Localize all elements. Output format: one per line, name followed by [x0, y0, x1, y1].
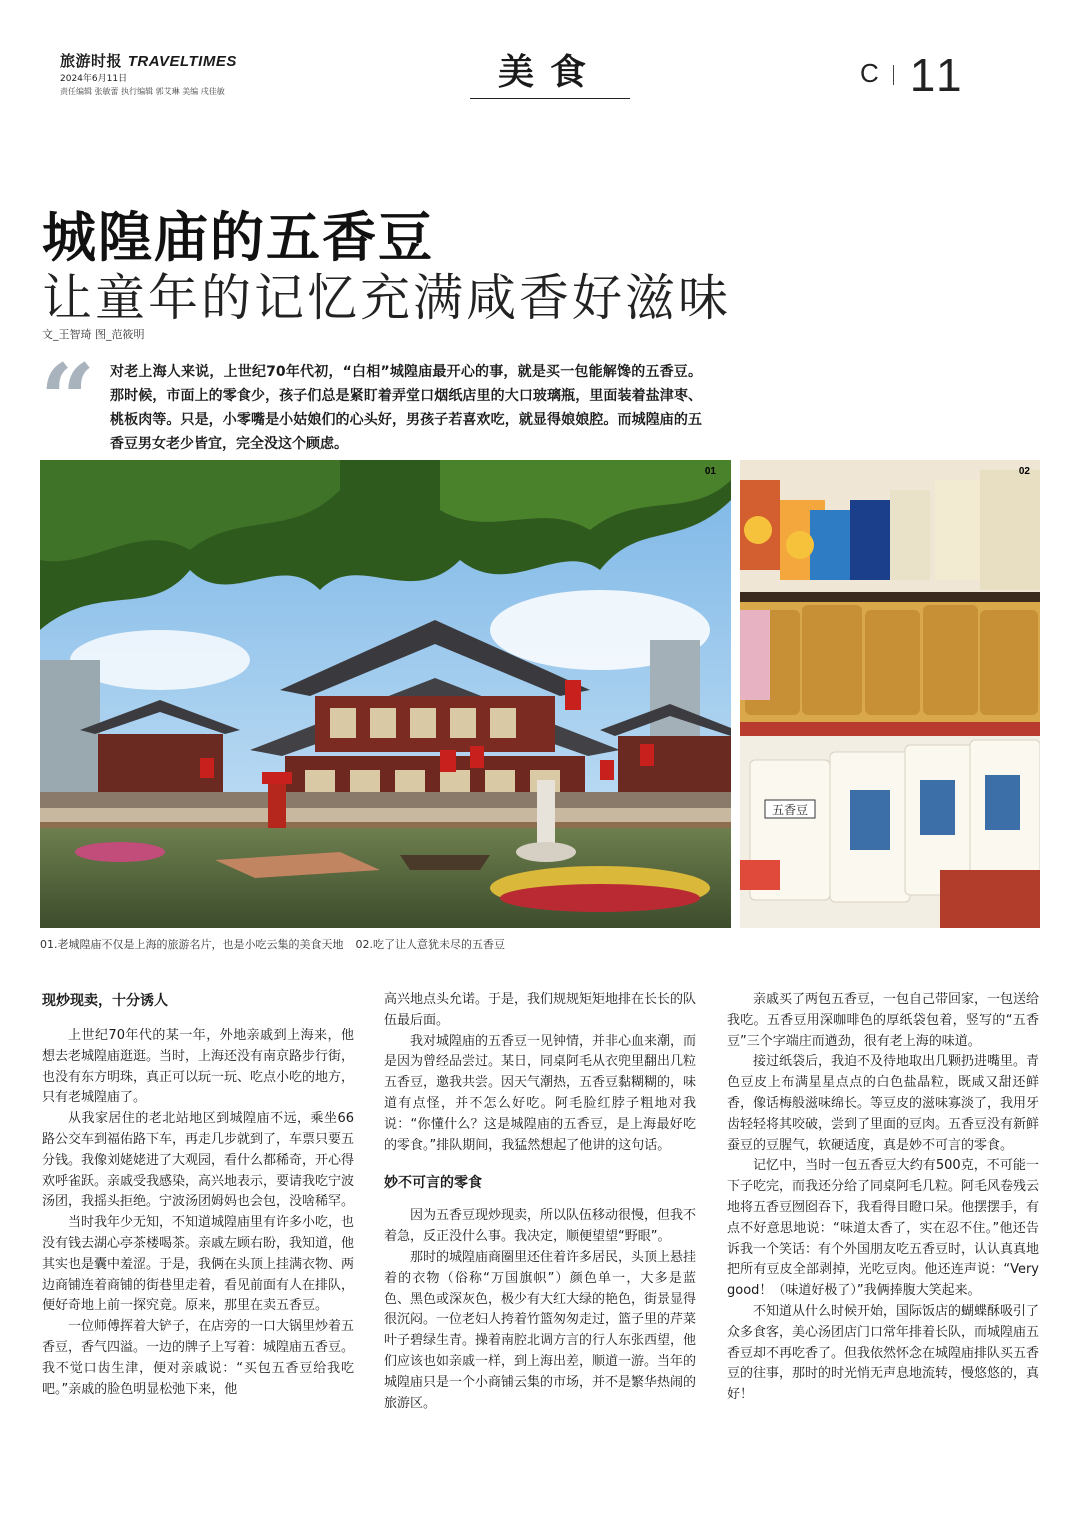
beans-illustration [740, 460, 1040, 928]
opening-quote-icon: “ [40, 343, 96, 456]
body-column-3 [727, 990, 1039, 1406]
paragraph: 从我家居住的老北站地区到城隍庙不远，乘坐66路公交车到福佑路下车，再走几步就到了，车票只要五分钱。我像刘姥姥进了大观园，看什么都稀奇，开心得欢呼雀跃。亲戚受我感染，高兴地表示，要请我吃宁波汤团，我摇头拒绝。宁波汤团姆妈也会包，没啥稀罕。 [42, 1111, 355, 1210]
issue-date: 2024年6月11日 [60, 74, 128, 84]
paragraph: 记忆中，当时一包五香豆大约有500克，不可能一下子吃完，而我还分给了同桌阿毛几粒。阿毛风卷残云地将五香豆囫囵吞下，我看得目瞪口呆。他摆摆手，有点不好意思地说：“味道太香了，实在忍不住。”他还告诉我一个笑话：有个外国朋友吃五香豆时，认认真真地把所有豆皮全部剥掉，光吃豆肉。他还连声说：“Very good！（味道好极了）”我俩捧腹大笑起来。 [727, 1158, 1040, 1299]
paragraph: 我对城隍庙的五香豆一见钟情，并非心血来潮，而是因为曾经品尝过。某日，同桌阿毛从衣兜里翻出几粒五香豆，邀我共尝。因天气潮热，五香豆黏糊糊的，味道有点怪，并不怎么好吃。阿毛脸红脖子粗地对我说：“你懂什么？这是城隍庙的五香豆，是上海最好吃的零食。”排队期间，我猛然想起了他讲的这句话。 [384, 1033, 697, 1153]
body-column-2 [384, 990, 696, 1414]
page-number [860, 48, 966, 102]
package-label: 五香豆 [771, 803, 809, 817]
article-title: 城隍庙的五香豆 [42, 205, 434, 269]
brand-cn: 旅游时报 [60, 52, 123, 70]
paragraph: 一位师傅挥着大铲子，在店旁的一口大锅里炒着五香豆，香气四溢。一边的牌子上写着：城隍庙五香豆。我不觉口齿生津，便对亲戚说：“买包五香豆给我吃吧。”亲戚的脸色明显松弛下来，他 [42, 1319, 355, 1397]
paragraph: 因为五香豆现炒现卖，所以队伍移动很慢，但我不着急，反正没什么事。我决定，顺便望望“野眼”。 [384, 1208, 697, 1245]
brand [60, 50, 237, 71]
page-num: 11 [909, 49, 966, 101]
photo2-number: 02 [1018, 466, 1030, 477]
page-letter: C [860, 57, 879, 88]
paragraph: 那时的城隍庙商圈里还住着许多居民，头顶上悬挂着的衣物（俗称“万国旗帜”）颜色单一，大多是蓝色、黑色或深灰色，极少有大红大绿的艳色，街景显得很沉闷。一位老妇人挎着竹篮匆匆走过，篮子里的芹菜叶子碧绿生青。操着南腔北调方言的行人东张西望，他们应该也如亲戚一样，到上海出差，顺道一游。当年的城隍庙只是一个小商铺云集的市场，并不是繁华热闹的旅游区。 [384, 1249, 697, 1411]
paragraph: 不知道从什么时候开始，国际饭店的蝴蝶酥吸引了众多食客，美心汤团店门口常年排着长队，而城隍庙五香豆却不再吃香了。但我依然怀念在城隍庙排队买五香豆的往事，那时的时光悄无声息地流转，慢悠悠的，真好！ [727, 1303, 1040, 1403]
paragraph: 高兴地点头允诺。于是，我们规规矩矩地排在长长的队伍最后面。 [384, 992, 697, 1028]
paragraph: 当时我年少无知，不知道城隍庙里有许多小吃，也没有钱去湖心亭茶楼喝茶。亲戚左顾右盼，我知道，他其实也是囊中羞涩。于是，我俩在头顶上挂满衣物、两边商铺连着商铺的街巷里走着，看见前面有人在排队，便好奇地上前一探究竟。原来，那里在卖五香豆。 [42, 1215, 355, 1314]
lead-paragraph: 对老上海人来说，上世纪70年代初，“白相”城隍庙最开心的事，就是买一包能解馋的五香豆。那时候，市面上的零食少，孩子们总是紧盯着弄堂口烟纸店里的大口玻璃瓶，里面装着盐津枣、桃板肉等。只是，小零嘴是小姑娘们的心头好，男孩子若喜欢吃，就显得娘娘腔。而城隍庙的五香豆男女老少皆宜，完全没这个顾虑。 [110, 364, 702, 452]
body-column-1 [42, 990, 354, 1400]
photo-caption [40, 936, 517, 952]
brand-en: TRAVELTIMES [127, 53, 237, 70]
article-subtitle: 让童年的记忆充满咸香好滋味 [42, 269, 731, 327]
section-heading-1: 现炒现卖，十分诱人 [42, 993, 168, 1009]
photo-beans [740, 460, 1040, 928]
paragraph: 亲戚买了两包五香豆，一包自己带回家，一包送给我吃。五香豆用深咖啡色的厚纸袋包着，竖写的“五香豆”三个字端庄而遒劲，很有老上海的味道。 [727, 992, 1040, 1049]
section-rule [470, 98, 630, 99]
byline: 文_王智琦 图_范筱明 [42, 328, 145, 341]
temple-illustration [40, 460, 731, 928]
caption-1: 01.老城隍庙不仅是上海的旅游名片，也是小吃云集的美食天地 [40, 938, 344, 951]
paragraph: 上世纪70年代的某一年，外地亲戚到上海来，他想去老城隍庙逛逛。当时，上海还没有南京路步行街，也没有东方明珠，真正可以玩一玩、吃点小吃的地方，只有老城隍庙了。 [42, 1028, 355, 1106]
caption-2: 02.吃了让人意犹未尽的五香豆 [355, 938, 505, 951]
section-heading-2: 妙不可言的零食 [384, 1175, 482, 1192]
photo1-number: 01 [704, 466, 716, 477]
photo-temple [40, 460, 731, 928]
editor-credits: 责任编辑 张敏蕾 执行编辑 郭艾琳 美编 戌佳敏 [60, 87, 225, 96]
paragraph: 接过纸袋后，我迫不及待地取出几颗扔进嘴里。青色豆皮上布满星星点点的白色盐晶粒，既咸又甜还鲜香，像话梅般滋味绵长。等豆皮的滋味寡淡了，我用牙齿轻轻将其咬破，尝到了里面的豆肉。五香豆没有新鲜蚕豆的豆腥气，软硬适度，真是妙不可言的零食。 [727, 1054, 1040, 1153]
page-divider [893, 65, 894, 85]
section-title: 美食 [497, 51, 602, 93]
